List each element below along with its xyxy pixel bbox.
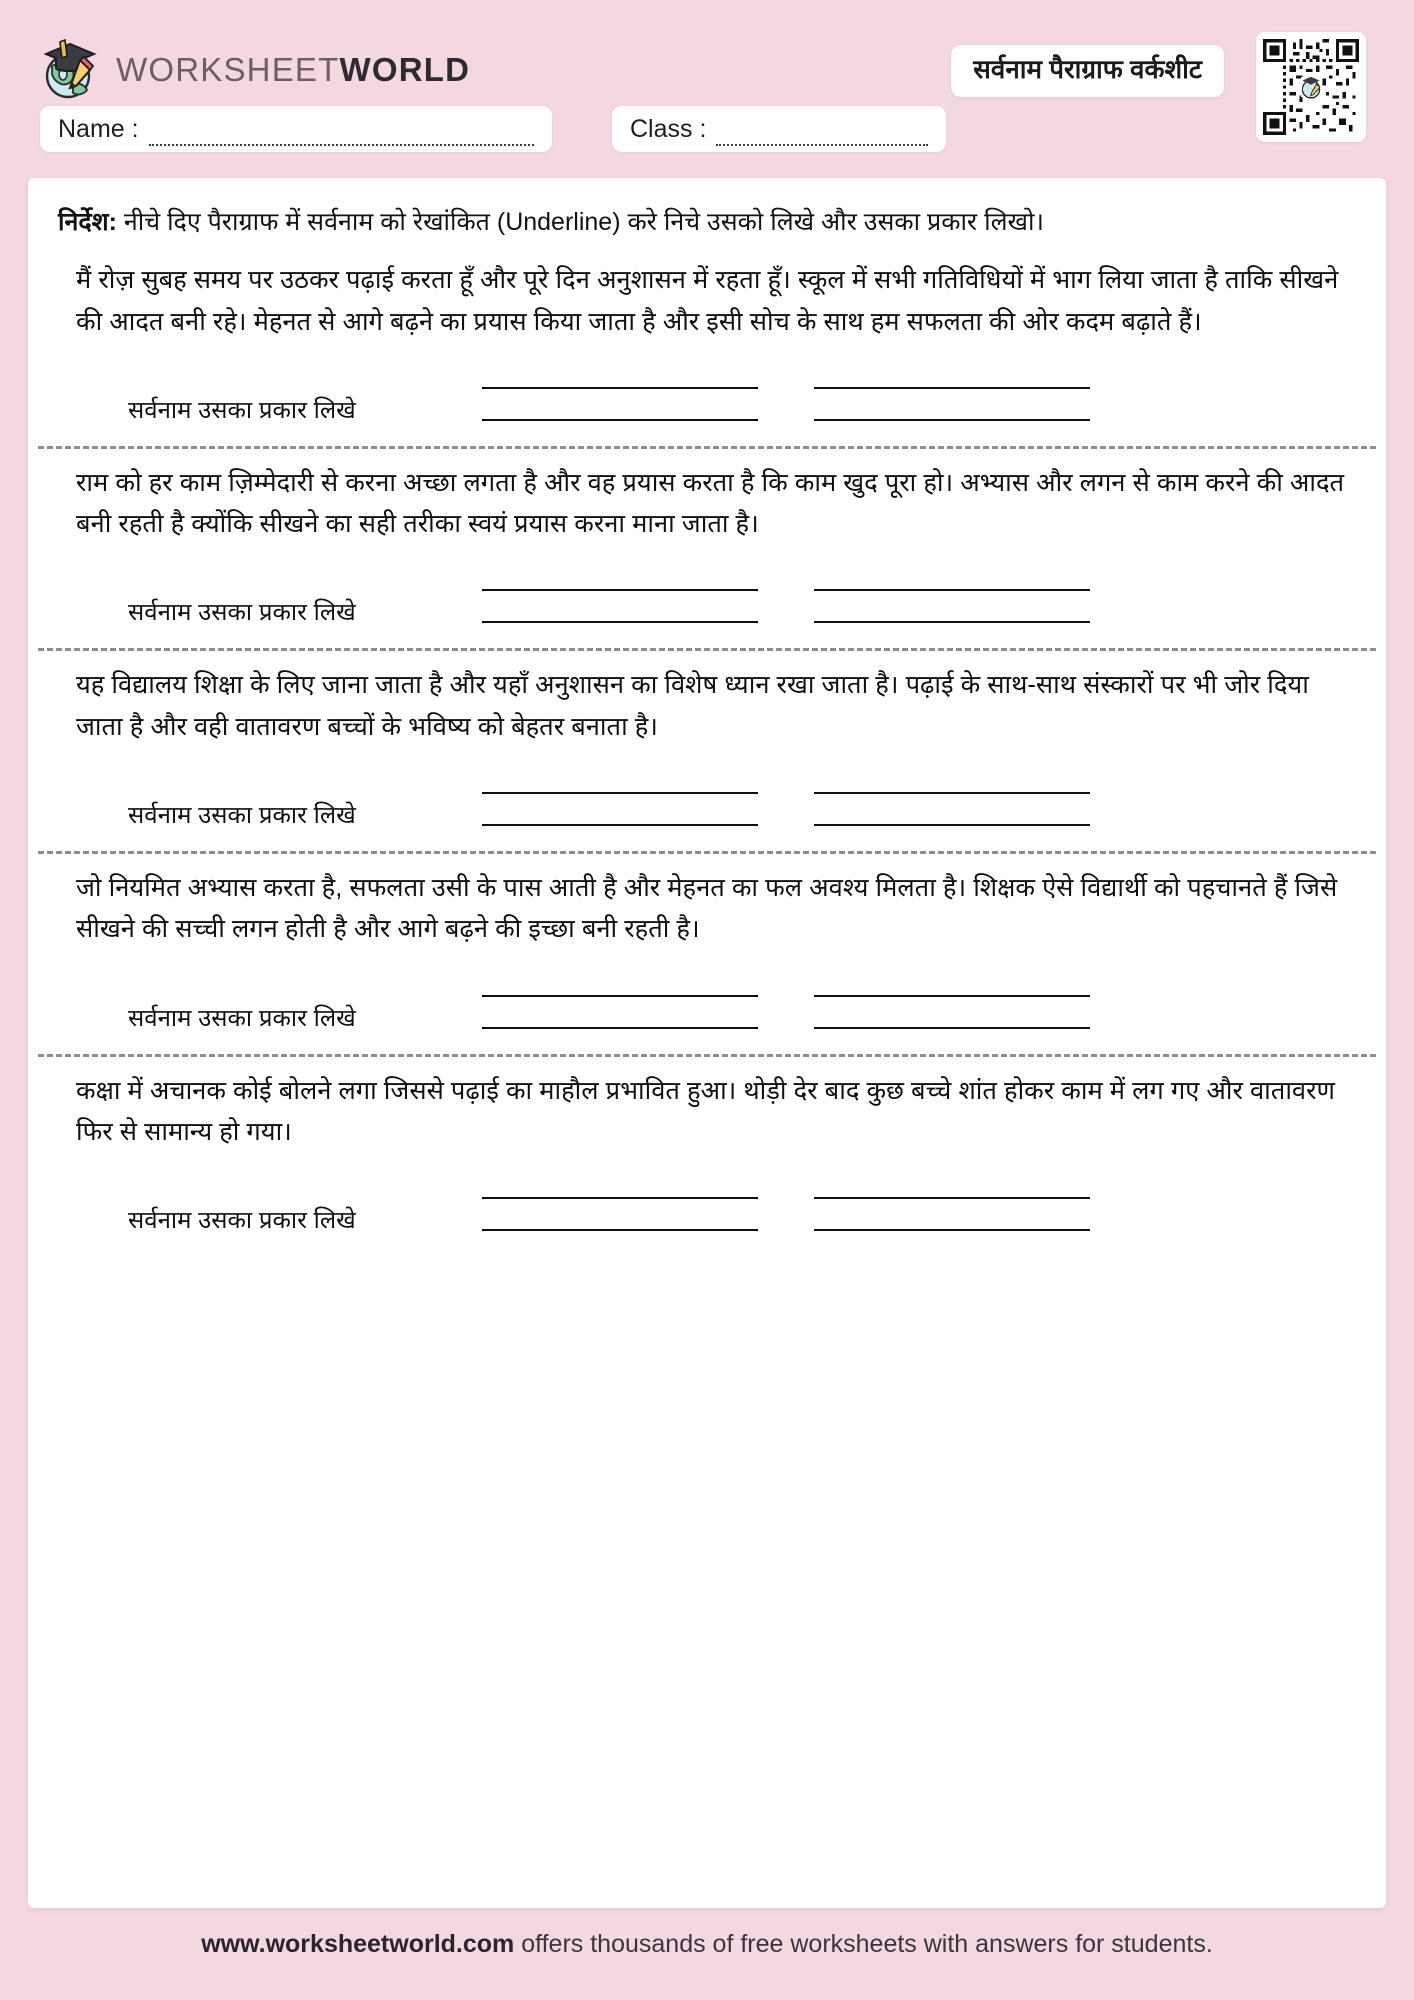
- answer-row: [62, 774, 1352, 831]
- answer-column-right: [814, 369, 1090, 421]
- answer-write-line[interactable]: [482, 995, 758, 997]
- answer-write-line[interactable]: [482, 387, 758, 389]
- answer-label: सर्वनाम उसका प्रकार लिखे: [128, 396, 356, 424]
- worksheet-card: [28, 178, 1386, 1908]
- answer-row: [62, 1179, 1352, 1236]
- answer-write-line[interactable]: [482, 589, 758, 591]
- answer-write-line[interactable]: [814, 1197, 1090, 1199]
- answer-columns: [482, 774, 1352, 826]
- answer-write-line[interactable]: [482, 621, 758, 623]
- answer-write-line[interactable]: [482, 792, 758, 794]
- instruction-lead: निर्देश:: [58, 208, 117, 236]
- exercise-block: [28, 246, 1386, 436]
- answer-write-line[interactable]: [482, 824, 758, 826]
- answer-column-left: [482, 1179, 758, 1231]
- answer-columns: [482, 1179, 1352, 1231]
- class-field-label: Class :: [630, 114, 707, 143]
- answer-write-line[interactable]: [482, 1229, 758, 1231]
- answer-column-left: [482, 774, 758, 826]
- brand-word-2: WORLD: [339, 51, 471, 88]
- answer-write-line[interactable]: [814, 387, 1090, 389]
- page-footer: [0, 1930, 1414, 1959]
- answer-columns: [482, 977, 1352, 1029]
- answer-column-left: [482, 369, 758, 421]
- name-field-label: Name :: [58, 114, 139, 143]
- answer-write-line[interactable]: [482, 419, 758, 421]
- exercise-block: [28, 651, 1386, 841]
- brand: [40, 36, 470, 104]
- instruction-text: नीचे दिए पैराग्राफ में सर्वनाम को रेखांकित (Underline) करे निचे उसको लिखे और उसका प्रकार लिखो।: [116, 208, 1044, 236]
- brand-word-1: WORKSHEET: [116, 51, 340, 88]
- answer-write-line[interactable]: [814, 419, 1090, 421]
- answer-column-left: [482, 571, 758, 623]
- answer-label: सर्वनाम उसका प्रकार लिखे: [128, 599, 356, 627]
- exercise-paragraph: मैं रोज़ सुबह समय पर उठकर पढ़ाई करता हूँ और पूरे दिन अनुशासन में रहता हूँ। स्कूल में सभी गतिविधियों में भाग लिया जाता है ताकि सीखने की आदत बनी रहे। मेहनत से आगे बढ़ने का प्रयास किया जाता है और इसी सोच के साथ हम सफलता की ओर कदम बढ़ाते हैं।: [76, 266, 1339, 336]
- exercise-list: [28, 246, 1386, 1246]
- answer-row: [62, 977, 1352, 1034]
- name-field-input[interactable]: [149, 128, 534, 146]
- worksheet-world-logo-icon: [40, 36, 102, 104]
- qr-code-icon[interactable]: [1256, 32, 1366, 142]
- exercise-block: [28, 449, 1386, 639]
- answer-column-right: [814, 571, 1090, 623]
- instruction-line: [58, 204, 1356, 240]
- answer-column-right: [814, 977, 1090, 1029]
- answer-write-line[interactable]: [814, 995, 1090, 997]
- worksheet-title-badge: [951, 45, 1224, 97]
- answer-label: सर्वनाम उसका प्रकार लिखे: [128, 1004, 356, 1032]
- exercise-block: [28, 1057, 1386, 1247]
- answer-row: [62, 369, 1352, 426]
- name-field[interactable]: [40, 106, 552, 152]
- answer-label: सर्वनाम उसका प्रकार लिखे: [128, 802, 356, 830]
- answer-columns: [482, 571, 1352, 623]
- answer-write-line[interactable]: [814, 824, 1090, 826]
- answer-columns: [482, 369, 1352, 421]
- answer-label: सर्वनाम उसका प्रकार लिखे: [128, 1207, 356, 1235]
- answer-column-right: [814, 1179, 1090, 1231]
- worksheet-title: सर्वनाम पैराग्राफ वर्कशीट: [973, 54, 1202, 84]
- exercise-paragraph: कक्षा में अचानक कोई बोलने लगा जिससे पढ़ाई का माहौल प्रभावित हुआ। थोड़ी देर बाद कुछ बच्चे शांत होकर काम में लग गए और वातावरण फिर से सामान्य हो गया।: [76, 1076, 1335, 1146]
- answer-write-line[interactable]: [814, 1229, 1090, 1231]
- footer-url[interactable]: www.worksheetworld.com: [201, 1930, 515, 1958]
- brand-wordmark: [116, 51, 470, 89]
- class-field[interactable]: [612, 106, 946, 152]
- exercise-paragraph: जो नियमित अभ्यास करता है, सफलता उसी के पास आती है और मेहनत का फल अवश्य मिलता है। शिक्षक ऐसे विद्यार्थी को पहचानते हैं जिसे सीखने की सच्ची लगन होती है और आगे बढ़ने की इच्छा बनी रहती है।: [76, 874, 1338, 944]
- answer-write-line[interactable]: [814, 621, 1090, 623]
- answer-write-line[interactable]: [482, 1027, 758, 1029]
- answer-column-left: [482, 977, 758, 1029]
- answer-column-right: [814, 774, 1090, 826]
- answer-write-line[interactable]: [814, 1027, 1090, 1029]
- answer-write-line[interactable]: [814, 792, 1090, 794]
- answer-write-line[interactable]: [814, 589, 1090, 591]
- answer-write-line[interactable]: [482, 1197, 758, 1199]
- exercise-block: [28, 854, 1386, 1044]
- exercise-paragraph: यह विद्यालय शिक्षा के लिए जाना जाता है और यहाँ अनुशासन का विशेष ध्यान रखा जाता है। पढ़ाई के साथ-साथ संस्कारों पर भी जोर दिया जाता है और वही वातावरण बच्चों के भविष्य को बेहतर बनाता है।: [76, 671, 1309, 741]
- footer-tagline: offers thousands of free worksheets with answers for students.: [514, 1930, 1213, 1958]
- answer-row: [62, 571, 1352, 628]
- class-field-input[interactable]: [716, 128, 928, 146]
- exercise-paragraph: राम को हर काम ज़िम्मेदारी से करना अच्छा लगता है और वह प्रयास करता है कि काम खुद पूरा हो। अभ्यास और लगन से काम करने की आदत बनी रहती है क्योंकि सीखने का सही तरीका स्वयं प्रयास करना माना जाता है।: [76, 468, 1345, 539]
